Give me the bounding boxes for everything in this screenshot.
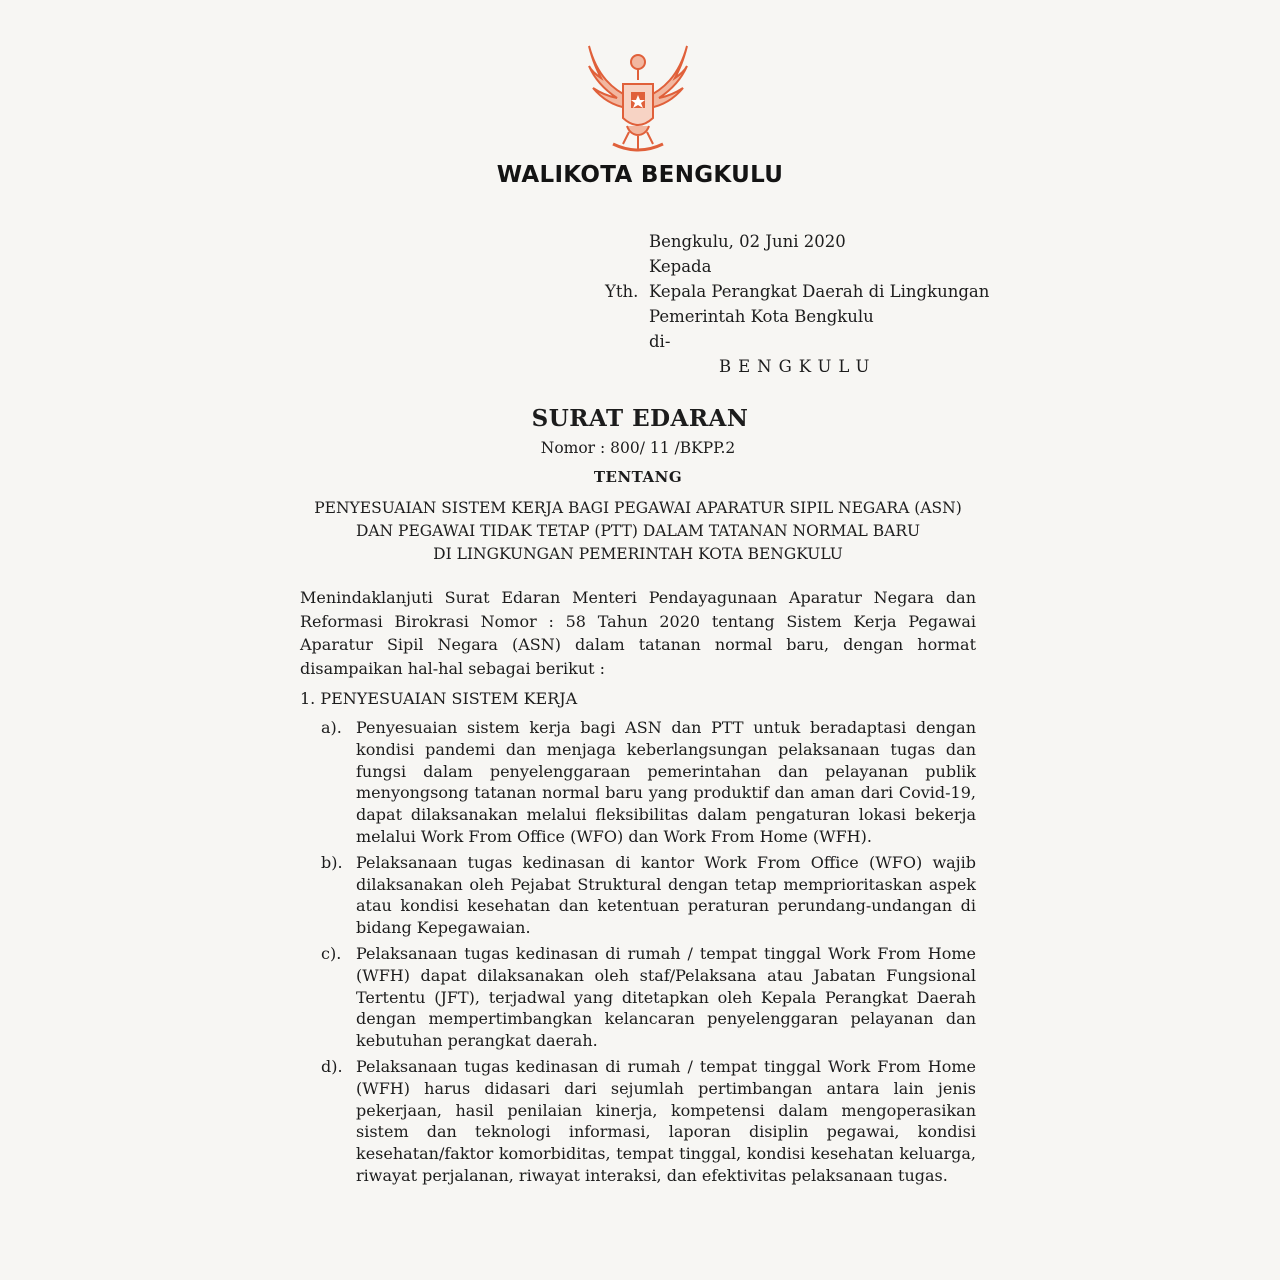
address-block [605, 229, 989, 379]
subject-line-3: DI LINGKUNGAN PEMERINTAH KOTA BENGKULU [433, 545, 843, 563]
document-subject [0, 497, 1276, 566]
about-label: TENTANG [593, 468, 683, 486]
document-number: Nomor : 800/ 11 /BKPP.2 [540, 439, 736, 457]
document-title: SURAT EDARAN [531, 405, 749, 432]
subject-line-2: DAN PEGAWAI TIDAK TETAP (PTT) DALAM TATANAN NORMAL BARU [355, 522, 921, 540]
yth-label: Yth. [605, 282, 639, 301]
recipient-line-2: Pemerintah Kota Bengkulu [649, 307, 874, 326]
section-1-items [321, 717, 976, 1191]
list-item-label: d). [321, 1056, 343, 1076]
destination-city: BENGKULU [719, 357, 877, 376]
list-item [321, 852, 976, 939]
section-1-title: 1. PENYESUAIAN SISTEM KERJA [300, 689, 578, 708]
di-label: di- [649, 332, 671, 351]
list-item-label: a). [321, 718, 342, 737]
intro-paragraph: Menindaklanjuti Surat Edaran Menteri Pendayagunaan Aparatur Negara dan Reformasi Birokrasi Nomor : 58 Tahun 2020 tentang Sistem Kerja Pegawai Aparatur Sipil Negara (ASN) dalam tatanan normal baru, dengan hormat disampaikan hal-hal sebagai berikut : [300, 588, 976, 678]
subject-line-1: PENYESUAIAN SISTEM KERJA BAGI PEGAWAI APARATUR SIPIL NEGARA (ASN) [314, 499, 962, 517]
recipient-line-1: Kepala Perangkat Daerah di Lingkungan [649, 282, 990, 301]
garuda-emblem-icon [583, 40, 693, 160]
list-item-text: Pelaksanaan tugas kedinasan di rumah / tempat tinggal Work From Home (WFH) dapat dilaksanakan oleh staf/Pelaksana atau Jabatan Fungsional Tertentu (JFT), terjadwal yang ditetapkan oleh Kepala Perangkat Daerah dengan mempertimbangkan kelancaran penyelenggaran pelayanan dan kebutuhan perangkat daerah. [356, 943, 976, 1051]
list-item-label: b). [321, 852, 343, 872]
list-item-label: c). [321, 943, 342, 963]
list-item [321, 943, 976, 1052]
list-item-text: Pelaksanaan tugas kedinasan di rumah / tempat tinggal Work From Home (WFH) harus didasari dari sejumlah pertimbangan antara lain jenis pekerjaan, hasil penilaian kinerja, kompetensi dalam mengoperasikan sistem dan teknologi informasi, laporan disiplin pegawai, kondisi kesehatan/faktor komorbiditas, tempat tinggal, kondisi kesehatan keluarga, riwayat perjalanan, riwayat interaksi, dan efektivitas pelaksanaan tugas. [356, 1056, 976, 1185]
list-item-text: Penyesuaian sistem kerja bagi ASN dan PTT untuk beradaptasi dengan kondisi pandemi dan menjaga keberlangsungan pelaksanaan tugas dan fungsi dalam penyelenggaraan pemerintahan dan pelayanan publik menyongsong tatanan normal baru yang produktif dan aman dari Covid-19, dapat dilaksanakan melalui fleksibilitas dalam pengaturan lokasi bekerja melalui Work From Office (WFO) dan Work From Home (WFH). [356, 718, 976, 846]
to-label: Kepada [649, 257, 712, 276]
letter-date: Bengkulu, 02 Juni 2020 [649, 232, 846, 251]
list-item [321, 717, 976, 848]
list-item [321, 1056, 976, 1187]
list-item-text: Pelaksanaan tugas kedinasan di kantor Work From Office (WFO) wajib dilaksanakan oleh Pejabat Struktural dengan tetap memprioritaskan aspek atau kondisi kesehatan dan ketentuan peraturan perundang-undangan di bidang Kepegawaian. [356, 852, 976, 938]
letterhead-authority: WALIKOTA BENGKULU [496, 162, 784, 188]
